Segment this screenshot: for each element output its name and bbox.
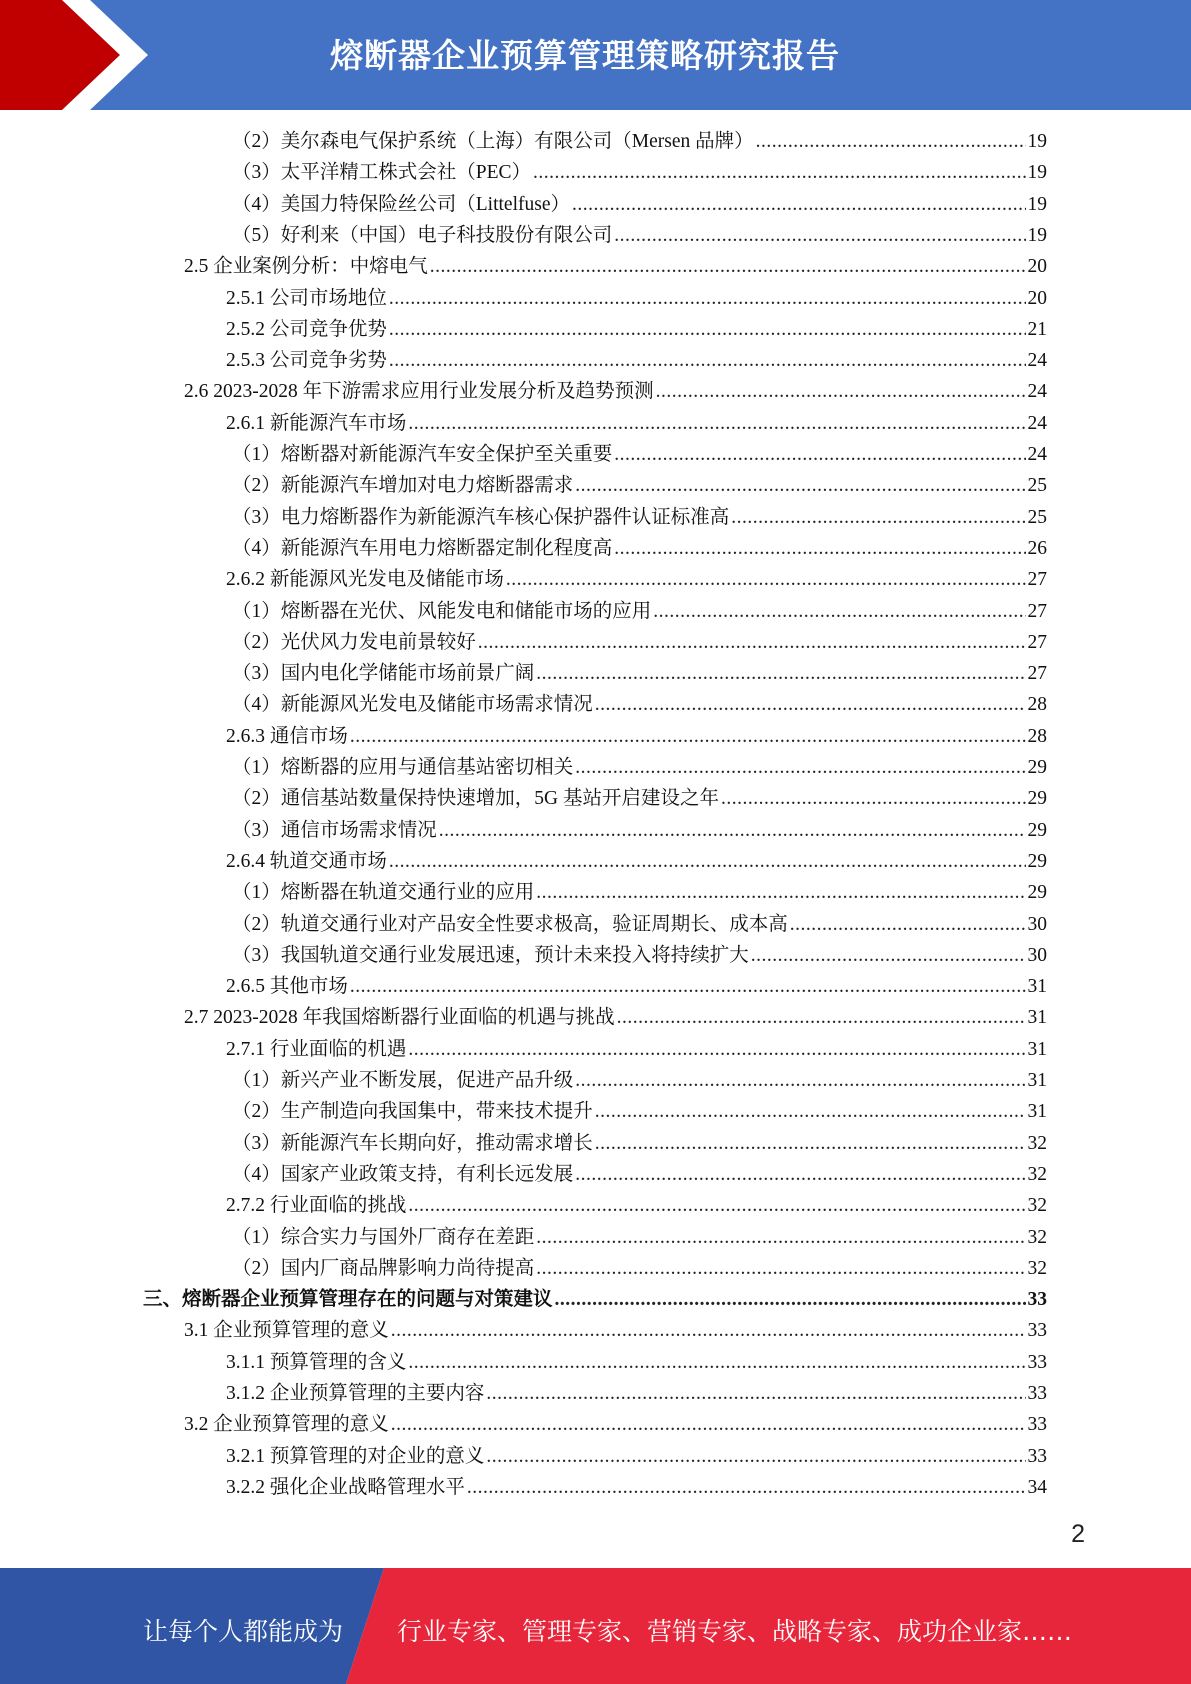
toc-entry-page: 31: [1027, 1101, 1047, 1123]
toc-entry-title: 3.2.2 强化企业战略管理水平: [226, 1476, 465, 1498]
toc-entry[interactable]: [232, 470, 1047, 501]
toc-leader-dots: [408, 1347, 1025, 1378]
toc-entry[interactable]: [226, 721, 1047, 752]
toc-entry[interactable]: [232, 439, 1047, 470]
toc-entry-page: 33: [1027, 1383, 1047, 1404]
toc-entry-page: 31: [1027, 976, 1047, 998]
toc-leader-dots: [391, 1315, 1026, 1346]
toc-entry-title: （3）通信市场需求情况: [232, 819, 437, 841]
toc-entry-page: 33: [1027, 1414, 1047, 1436]
toc-entry-page: 32: [1027, 1257, 1047, 1279]
toc-entry[interactable]: [232, 815, 1047, 846]
toc-entry[interactable]: [232, 1222, 1047, 1253]
toc-entry[interactable]: [232, 1253, 1047, 1284]
toc-leader-dots: [595, 1128, 1026, 1159]
toc-entry-title: （4）美国力特保险丝公司（Littelfuse）: [232, 193, 570, 215]
toc-entry[interactable]: [232, 126, 1047, 157]
toc-entry[interactable]: [232, 220, 1047, 251]
toc-entry-page: 30: [1027, 944, 1047, 966]
toc-entry[interactable]: [184, 1315, 1047, 1346]
toc-leader-dots: [653, 596, 1025, 627]
toc-leader-dots: [595, 1096, 1026, 1127]
toc-entry-page: 27: [1027, 600, 1047, 622]
toc-entry-page: 19: [1027, 193, 1047, 215]
toc-leader-dots: [575, 1159, 1025, 1190]
toc-leader-dots: [486, 1378, 1025, 1409]
footer-slogan-right: 行业专家、管理专家、营销专家、战略专家、成功企业家……: [397, 1617, 1073, 1646]
toc-entry[interactable]: [232, 157, 1047, 188]
toc-leader-dots: [536, 1253, 1025, 1284]
toc-leader-dots: [439, 815, 1026, 846]
toc-entry-title: （3）电力熔断器作为新能源汽车核心保护器件认证标准高: [232, 506, 730, 528]
toc-entry-page: 33: [1027, 1351, 1047, 1373]
toc-leader-dots: [756, 126, 1026, 157]
toc-entry-title: （1）综合实力与国外厂商存在差距: [232, 1226, 535, 1248]
toc-entry-page: 27: [1027, 631, 1047, 653]
toc-entry-title: 三、熔断器企业预算管理存在的问题与对策建议: [143, 1289, 553, 1311]
toc-leader-dots: [486, 1441, 1025, 1472]
toc-entry-page: 27: [1027, 569, 1047, 591]
toc-entry-page: 32: [1027, 1132, 1047, 1154]
toc-entry-page: 19: [1027, 224, 1047, 246]
toc-entry[interactable]: [232, 1159, 1047, 1190]
toc-leader-dots: [721, 783, 1026, 814]
toc-entry-page: 26: [1027, 537, 1047, 559]
toc-leader-dots: [430, 251, 1026, 282]
toc-entry-title: （2）轨道交通行业对产品安全性要求极高，验证周期长、成本高: [232, 913, 788, 935]
toc-leader-dots: [656, 376, 1026, 407]
toc-entry[interactable]: [232, 502, 1047, 533]
toc-entry-page: 19: [1027, 162, 1047, 184]
toc-entry-title: （2）美尔森电气保护系统（上海）有限公司（Mersen 品牌）: [232, 131, 754, 152]
toc-entry[interactable]: [232, 1128, 1047, 1159]
toc-entry-page: 28: [1027, 694, 1047, 716]
toc-entry-title: 2.6.5 其他市场: [226, 976, 348, 998]
toc-entry-page: 29: [1027, 788, 1047, 810]
toc-entry-page: 28: [1027, 725, 1047, 747]
toc-entry[interactable]: [226, 971, 1047, 1002]
toc-entry-title: （1）熔断器的应用与通信基站密切相关: [232, 757, 574, 778]
toc-leader-dots: [731, 502, 1025, 533]
toc-entry-page: 29: [1027, 757, 1047, 778]
toc-entry-page: 20: [1027, 256, 1047, 278]
toc-leader-dots: [467, 1472, 1026, 1503]
toc-leader-dots: [506, 564, 1026, 595]
toc-leader-dots: [389, 345, 1026, 376]
toc-entry[interactable]: [232, 752, 1047, 783]
toc-entry-page: 34: [1027, 1476, 1047, 1498]
toc-entry[interactable]: [232, 189, 1047, 220]
toc-entry-page: 19: [1027, 131, 1047, 152]
toc-entry-page: 32: [1027, 1163, 1047, 1185]
toc-leader-dots: [408, 408, 1025, 439]
toc-leader-dots: [536, 658, 1025, 689]
toc-entry-title: 2.5.2 公司竞争优势: [226, 318, 387, 340]
toc-leader-dots: [617, 1002, 1026, 1033]
toc-leader-dots: [350, 971, 1026, 1002]
toc-entry-title: 2.6.4 轨道交通市场: [226, 850, 387, 872]
toc-entry[interactable]: [232, 783, 1047, 814]
toc-leader-dots: [614, 439, 1025, 470]
toc-entry-title: （2）光伏风力发电前景较好: [232, 631, 476, 653]
toc-entry[interactable]: [232, 689, 1047, 720]
toc-entry-title: （1）熔断器在轨道交通行业的应用: [232, 882, 535, 904]
toc-leader-dots: [533, 157, 1025, 188]
toc-entry-title: （3）我国轨道交通行业发展迅速，预计未来投入将持续扩大: [232, 944, 749, 966]
toc-entry-page: 20: [1027, 287, 1047, 309]
toc-entry-page: 27: [1027, 663, 1047, 685]
toc-entry-title: 2.5.1 公司市场地位: [226, 287, 387, 309]
toc-leader-dots: [536, 877, 1025, 908]
toc-entry-page: 24: [1027, 381, 1047, 403]
toc-entry[interactable]: [226, 1347, 1047, 1378]
toc-entry-title: （3）国内电化学储能市场前景广阔: [232, 663, 535, 685]
toc-entry-title: （1）熔断器对新能源汽车安全保护至关重要: [232, 444, 613, 465]
toc-entry[interactable]: [232, 627, 1047, 658]
page-footer: [0, 1568, 1191, 1684]
toc-leader-dots: [572, 189, 1026, 220]
toc-entry-title: （2）国内厂商品牌影响力尚待提高: [232, 1257, 535, 1279]
toc-entry-page: 25: [1027, 506, 1047, 528]
toc-entry-title: （4）国家产业政策支持，有利长远发展: [232, 1163, 574, 1185]
toc-leader-dots: [555, 1284, 1026, 1315]
toc-entry-title: 3.2 企业预算管理的意义: [184, 1414, 389, 1436]
toc-entry[interactable]: [226, 1441, 1047, 1472]
toc-leader-dots: [751, 940, 1026, 971]
toc-leader-dots: [575, 1065, 1025, 1096]
footer-slogan-left: 让每个人都能成为: [143, 1617, 344, 1646]
toc-entry-page: 32: [1027, 1226, 1047, 1248]
toc-entry[interactable]: [143, 1284, 1047, 1315]
toc-entry[interactable]: [184, 1002, 1047, 1033]
toc-entry-page: 21: [1027, 318, 1047, 340]
toc-entry-page: 29: [1027, 819, 1047, 841]
toc-entry-title: （5）好利来（中国）电子科技股份有限公司: [232, 224, 613, 246]
toc-entry-title: （1）新兴产业不断发展，促进产品升级: [232, 1070, 574, 1091]
toc-entry-title: （1）熔断器在光伏、风能发电和储能市场的应用: [232, 600, 652, 622]
toc-entry-title: （2）新能源汽车增加对电力熔断器需求: [232, 475, 574, 497]
toc-entry[interactable]: [232, 596, 1047, 627]
toc-entry[interactable]: [226, 314, 1047, 345]
toc-entry-page: 24: [1027, 350, 1047, 372]
toc-entry-title: （3）太平洋精工株式会社（PEC）: [232, 162, 532, 184]
toc-entry[interactable]: [226, 846, 1047, 877]
toc-entry[interactable]: [184, 251, 1047, 282]
toc-entry[interactable]: [232, 1065, 1047, 1096]
toc-entry[interactable]: [226, 345, 1047, 376]
toc-leader-dots: [595, 689, 1026, 720]
toc-entry[interactable]: [226, 1378, 1047, 1409]
toc-entry-page: 24: [1027, 412, 1047, 434]
toc-entry-page: 31: [1027, 1070, 1047, 1091]
toc-entry[interactable]: [232, 940, 1047, 971]
toc-leader-dots: [408, 1034, 1025, 1065]
toc-entry-title: 3.1 企业预算管理的意义: [184, 1320, 389, 1342]
toc-leader-dots: [389, 846, 1026, 877]
toc-leader-dots: [614, 533, 1025, 564]
toc-entry[interactable]: [226, 1472, 1047, 1503]
toc-entry[interactable]: [226, 564, 1047, 595]
toc-entry-title: 2.7 2023-2028 年我国熔断器行业面临的机遇与挑战: [184, 1007, 615, 1029]
toc-entry-title: 2.6 2023-2028 年下游需求应用行业发展分析及趋势预测: [184, 381, 654, 403]
toc-entry[interactable]: [184, 1409, 1047, 1440]
toc-entry[interactable]: [184, 376, 1047, 407]
toc-entry[interactable]: [232, 877, 1047, 908]
toc-leader-dots: [391, 1409, 1026, 1440]
toc-entry-title: 2.7.1 行业面临的机遇: [226, 1038, 407, 1060]
toc-entry-title: 3.1.1 预算管理的含义: [226, 1351, 407, 1373]
page-header: [0, 0, 1191, 110]
toc-entry[interactable]: [232, 1096, 1047, 1127]
toc-leader-dots: [614, 220, 1025, 251]
toc-entry[interactable]: [232, 909, 1047, 940]
report-title: 熔断器企业预算管理策略研究报告: [330, 36, 840, 75]
toc-entry-title: 2.5.3 公司竞争劣势: [226, 350, 387, 372]
toc-entry-page: 31: [1027, 1038, 1047, 1060]
toc-entry-page: 31: [1027, 1007, 1047, 1029]
toc-entry-title: （4）新能源风光发电及储能市场需求情况: [232, 694, 593, 716]
toc-entry-title: （3）新能源汽车长期向好，推动需求增长: [232, 1132, 593, 1154]
toc-entry-title: （2）生产制造向我国集中，带来技术提升: [232, 1101, 593, 1123]
toc-entry[interactable]: [232, 658, 1047, 689]
toc-entry-page: 33: [1027, 1320, 1047, 1342]
page-number: 2: [1071, 1520, 1085, 1548]
toc-entry-page: 33: [1027, 1289, 1047, 1311]
toc-entry[interactable]: [232, 533, 1047, 564]
toc-leader-dots: [575, 752, 1025, 783]
toc-entry-page: 25: [1027, 475, 1047, 497]
toc-leader-dots: [408, 1190, 1025, 1221]
toc-leader-dots: [536, 1222, 1025, 1253]
toc-entry[interactable]: [226, 408, 1047, 439]
toc-entry-title: 3.1.2 企业预算管理的主要内容: [226, 1383, 485, 1404]
toc-leader-dots: [790, 909, 1026, 940]
toc-entry[interactable]: [226, 283, 1047, 314]
toc-entry-title: 2.6.1 新能源汽车市场: [226, 412, 407, 434]
toc-entry-page: 29: [1027, 882, 1047, 904]
toc-entry[interactable]: [226, 1190, 1047, 1221]
toc-entry-page: 24: [1027, 444, 1047, 465]
toc-entry[interactable]: [226, 1034, 1047, 1065]
toc-leader-dots: [389, 314, 1026, 345]
toc-entry-title: 2.6.2 新能源风光发电及储能市场: [226, 569, 504, 591]
toc-leader-dots: [389, 283, 1026, 314]
toc-entry-page: 33: [1027, 1445, 1047, 1467]
toc-entry-title: （4）新能源汽车用电力熔断器定制化程度高: [232, 537, 613, 559]
toc-leader-dots: [350, 721, 1026, 752]
toc-entry-title: （2）通信基站数量保持快速增加，5G 基站开启建设之年: [232, 788, 719, 810]
toc-entry-title: 3.2.1 预算管理的对企业的意义: [226, 1445, 485, 1467]
toc-entry-page: 32: [1027, 1195, 1047, 1217]
toc-entry-title: 2.5 企业案例分析：中熔电气: [184, 256, 428, 278]
toc-leader-dots: [575, 470, 1025, 501]
toc-entry-page: 29: [1027, 850, 1047, 872]
toc-entry-page: 30: [1027, 913, 1047, 935]
toc-entry-title: 2.7.2 行业面临的挑战: [226, 1195, 407, 1217]
toc-leader-dots: [478, 627, 1026, 658]
toc-entry-title: 2.6.3 通信市场: [226, 725, 348, 747]
